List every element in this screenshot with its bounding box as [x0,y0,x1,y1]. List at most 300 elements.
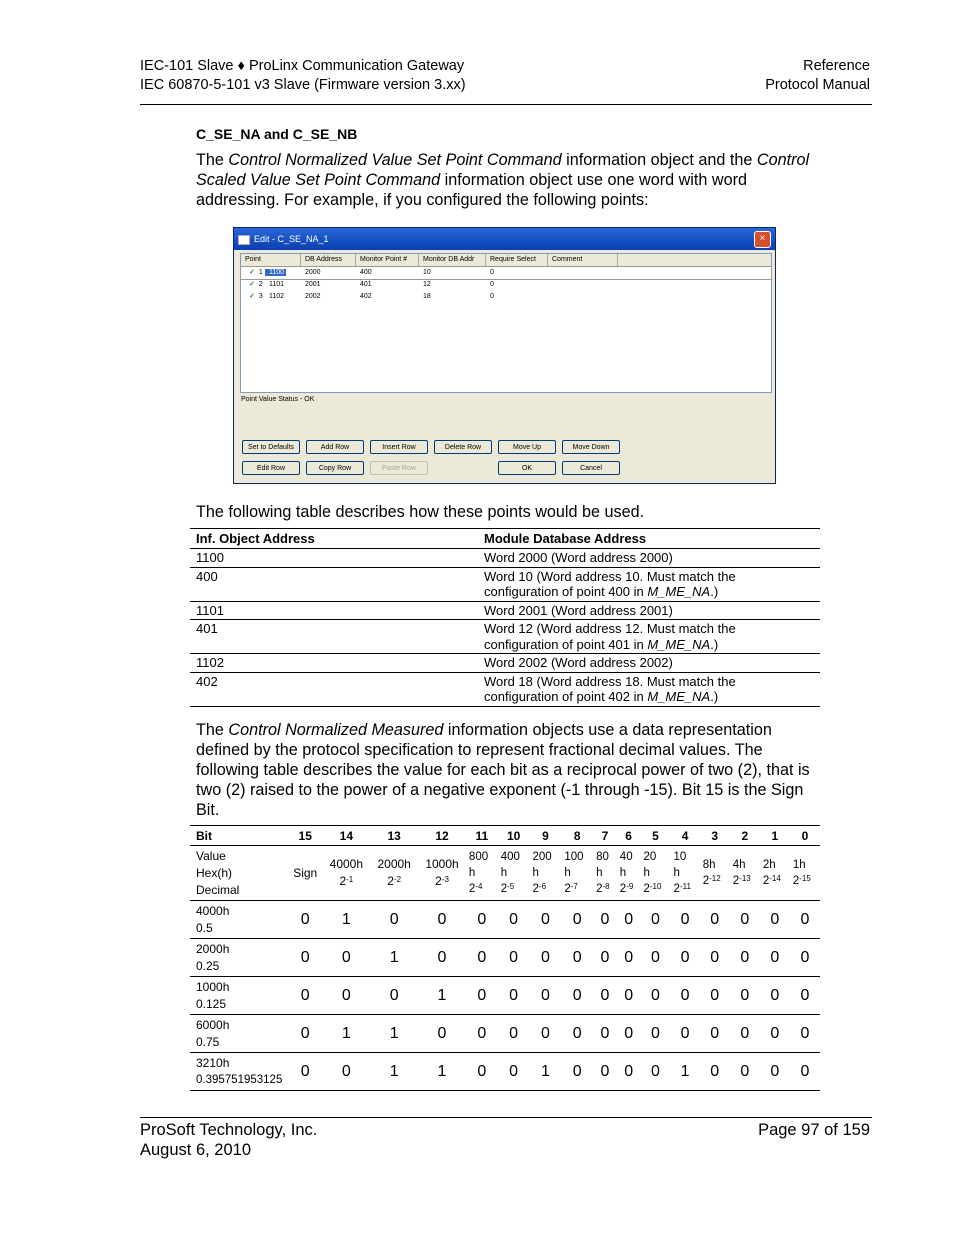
value-label-line: Value [196,848,226,863]
bit-cell: 0 [498,1053,530,1091]
power-exponent: -2 [393,875,402,884]
bit-cell: 1 [322,901,370,939]
db-address-text: Word 12 (Word address 12. Must match the [484,621,736,636]
power-base: 2 [500,883,508,895]
bit-value-cell [418,846,466,901]
bit-hex-suffix: h [564,867,571,879]
bit-cell: 0 [498,1015,530,1053]
grid-cell-point [263,279,301,291]
bit-cell: 0 [790,901,820,939]
row-index: 3 [258,293,263,300]
edit-dialog-screenshot [233,227,776,484]
bit-cell: 0 [370,901,418,939]
bit-cell: 0 [530,901,562,939]
bit-cell: 0 [760,939,790,977]
insert-row-button[interactable]: Insert Row [370,440,428,454]
bit-cell: 0 [671,939,700,977]
db-address-text: Word 10 (Word address 10. Must match the [484,568,736,584]
header-protocol: IEC 60870-5-101 v3 Slave (Firmware version 3.xx) [140,77,466,93]
power-exponent: -7 [570,882,578,891]
bit-header: 2 [730,826,760,846]
bit-header: 12 [418,826,466,846]
paste-row-button: Paste Row [370,461,428,475]
bit-power [322,873,370,890]
col-module-db-address: Module Database Address [478,529,820,549]
power-base: 2 [792,875,800,887]
bit-power [469,881,498,897]
bit-cell: 0 [671,901,700,939]
bit-cell: 0 [730,977,760,1015]
bit-cell: 0 [700,1015,730,1053]
set-to-defaults-button[interactable]: Set to Defaults [242,440,300,454]
power-base: 2 [762,875,770,887]
bit-header: 9 [530,826,562,846]
header-manual: Protocol Manual [765,77,870,93]
bit-cell: 0 [700,901,730,939]
bit-cell: 0 [760,1015,790,1053]
grid-cell-point [263,267,301,279]
bit-header: 4 [671,826,700,846]
row-hex: 2000h [196,941,230,956]
row-hex: 1000h [196,979,230,994]
module-db-address [478,567,820,601]
col-inf-object-address: Inf. Object Address [190,529,478,549]
bit-cell: 0 [561,939,593,977]
power-base: 2 [732,875,740,887]
bit-cell: 0 [730,939,760,977]
grid-cell-mp: 401 [360,281,372,288]
bit-power [674,881,700,897]
power-base: 2 [435,874,442,888]
bit-cell: 0 [288,901,322,939]
point-value: 1100 [265,269,286,276]
inf-object-address: 401 [190,620,478,654]
table-row [190,620,820,654]
bit-cell: 0 [760,1053,790,1091]
grid-row[interactable] [241,267,771,279]
bit-cell: 0 [530,1015,562,1053]
header-reference: Reference [803,58,870,74]
bit-header: 3 [700,826,730,846]
bit-value-table [190,825,820,1091]
bit-header: 14 [322,826,370,846]
bit-cell: 0 [640,939,670,977]
bit-header: 11 [466,826,498,846]
bit-hex: 1000h [425,857,459,871]
bit-power [620,881,641,897]
power-exponent: -10 [649,882,662,891]
dialog-title: Edit - C_SE_NA_1 [254,234,329,244]
bit-power [564,881,593,897]
bit-cell: 0 [370,977,418,1015]
grid-col-header[interactable]: Monitor Point # [356,254,419,266]
bit-cell: 1 [418,1053,466,1091]
bit-cell: 0 [617,939,641,977]
power-exponent: -5 [507,882,515,891]
bit-cell: 0 [561,1015,593,1053]
bit-hex-suffix: h [532,867,539,879]
module-db-address [478,654,820,673]
row-label [190,1015,288,1053]
bit-value-cell [530,846,562,901]
row-hex: 4000h [196,903,230,918]
window-icon [238,235,250,245]
bit-cell: 0 [322,1053,370,1091]
row-label [190,1053,288,1091]
bit-cell: 0 [561,901,593,939]
power-exponent: -8 [602,882,610,891]
bit-cell: 0 [466,1053,498,1091]
bit-value-cell [288,846,322,901]
bit-row [190,977,820,1015]
bit-value-cell [700,846,730,901]
bit-header: 13 [370,826,418,846]
bit-value-cell [322,846,370,901]
bit-cell: 1 [322,1015,370,1053]
bit-power [418,873,466,890]
bit-hex: 4000h [329,857,364,871]
bit-power [733,873,760,889]
power-base: 2 [339,874,347,888]
module-db-address [478,672,820,706]
bit-power [643,881,670,897]
bit-hex-suffix: h [468,867,476,879]
bit-header: 8 [561,826,593,846]
bit-cell: 0 [617,1053,641,1091]
inf-object-address: 1102 [190,654,478,673]
db-address-end: .) [710,584,719,599]
grid-cell-db: 2000 [305,269,321,276]
bit-hex: 2h [762,859,776,871]
module-db-address [478,620,820,654]
bit-hex: 2000h [377,857,411,871]
bit-cell: 0 [561,977,593,1015]
delete-row-button[interactable]: Delete Row [434,440,492,454]
bit-power [370,873,418,890]
db-address-text: Word 18 (Word address 18. Must match the [484,673,736,689]
db-address-note: configuration of point 400 in [484,584,648,599]
row-label [190,939,288,977]
bit-cell: 0 [700,977,730,1015]
bit-hex: 1h [792,859,806,871]
bit-header: 6 [617,826,641,846]
db-address-type: M_ME_NA [647,636,711,652]
check-icon: ✓ [249,293,255,300]
bit-row [190,1053,820,1091]
value-label-line: Hex(h) [196,865,233,880]
power-exponent: -6 [538,882,547,891]
bit-value-cell [498,846,530,901]
db-address-text: Word 2002 (Word address 2002) [484,655,673,670]
power-base: 2 [619,883,627,895]
bit-row [190,1015,820,1053]
bit-cell: 0 [760,977,790,1015]
row-decimal: 0.75 [196,1034,220,1049]
power-base: 2 [643,883,650,895]
bit-cell: 0 [730,1053,760,1091]
bit-value-cell [760,846,790,901]
bit-power [501,881,530,897]
grid-cell-index [241,291,263,303]
edit-row-button[interactable]: Edit Row [242,461,300,475]
row-hex: 6000h [196,1017,230,1032]
bit-power [703,873,730,889]
bit-header: 1 [760,826,790,846]
bit-power [596,881,617,897]
bit-cell: 0 [593,901,617,939]
bit-hex: 400 [500,851,520,863]
bit-cell: 1 [370,1053,418,1091]
bit-cell: 0 [790,939,820,977]
bit-cell: 0 [671,977,700,1015]
bit-hex: 40 [619,851,633,863]
row-decimal: 0.25 [196,958,220,973]
bit-hex: 80 [596,851,609,863]
bit-cell: 0 [640,977,670,1015]
bit-cell: 0 [418,901,466,939]
power-exponent: -15 [799,874,811,883]
bit-hex-suffix: h [643,867,650,879]
bit-cell: 1 [671,1053,700,1091]
power-exponent: -11 [679,882,691,891]
bit-header: 7 [593,826,617,846]
bit-header: 0 [790,826,820,846]
bit-cell: 0 [418,1015,466,1053]
bit-value-cell [617,846,641,901]
bit-header: 5 [640,826,670,846]
bit-value-cell [640,846,670,901]
value-label [190,846,288,901]
grid-row[interactable] [241,291,771,303]
inf-object-address: 1100 [190,549,478,568]
bit-cell: 0 [466,939,498,977]
power-exponent: -1 [346,875,354,884]
bit-cell: 0 [530,939,562,977]
inf-object-address: 1101 [190,601,478,620]
row-decimal: 0.5 [196,920,213,935]
bit-value-cell [370,846,418,901]
button-spacer [434,461,498,475]
grid-cell-mdb: 18 [423,293,431,300]
bit-cell: 0 [288,939,322,977]
bit-power [763,873,790,889]
grid-cell-mp: 402 [360,293,372,300]
bit-cell: 0 [593,939,617,977]
table-row [190,601,820,620]
bit-cell: 0 [700,939,730,977]
address-table [190,528,820,707]
bit-hex-suffix: h [596,867,603,879]
row-decimal: 0.395751953125 [196,1073,283,1086]
bit-hex: 200 [532,851,552,863]
bit-hex: 4h [732,859,746,871]
bit-cell: 0 [593,1053,617,1091]
power-exponent: -13 [739,874,751,883]
bit-hex-suffix: h [500,867,508,879]
grid-col-header[interactable]: DB Address [301,254,356,266]
bit-cell: 0 [617,901,641,939]
move-down-button[interactable]: Move Down [562,440,620,454]
bit-hex: 10 [673,851,687,863]
bit-hex: 20 [643,851,657,863]
grid-cell-rs: 0 [490,269,494,276]
bit-value-cell [730,846,760,901]
bit-cell: 0 [498,901,530,939]
bit-power [793,873,820,889]
bit-cell: 1 [370,1015,418,1053]
row-label [190,977,288,1015]
header-product: IEC-101 Slave ♦ ProLinx Communication Gateway [140,58,465,74]
grid-cell-point [263,291,301,303]
bit-cell: 1 [370,939,418,977]
inf-object-address: 402 [190,672,478,706]
bit-value-cell [561,846,593,901]
page-number: Page 97 of 159 [758,1121,870,1139]
bit-cell: 0 [730,1015,760,1053]
value-label-line: Decimal [196,882,240,897]
power-exponent: -3 [441,875,449,884]
grid-col-header[interactable]: Comment [548,254,618,266]
power-base: 2 [596,883,603,895]
bit-cell: 0 [640,1015,670,1053]
grid-col-header[interactable]: Monitor DB Addr [419,254,486,266]
header-rule [140,104,872,105]
intro-paragraph: The Control Normalized Value Set Point Command information object and the Control Scaled Value Set Point Command information object use one word with word addressing. For example, if you configured the following points: [196,151,810,209]
bit-cell: 0 [790,977,820,1015]
bit-hex: 100 [564,851,584,863]
dialog-titlebar [234,228,775,250]
bit-hex: Sign [293,865,318,880]
point-value-status: Point Value Status - OK [241,396,315,403]
bit-value-cell [593,846,617,901]
bit-cell: 0 [288,1053,322,1091]
grid-cell-mp: 400 [360,269,372,276]
bit-cell: 0 [617,1015,641,1053]
bit-cell: 0 [561,1053,593,1091]
table-row [190,549,820,568]
ok-button[interactable]: OK [498,461,556,475]
bit-power [533,881,562,897]
db-address-end: .) [710,689,719,704]
grid-header [241,254,771,267]
grid-col-header[interactable]: Point [241,254,301,266]
section-title: C_SE_NA and C_SE_NB [196,126,358,142]
bit-value-cell [671,846,700,901]
dialog-button-row-2 [242,461,626,475]
bit-hex-suffix: h [619,867,627,879]
db-address-text: Word 2000 (Word address 2000) [484,550,673,565]
bit-cell: 1 [530,1053,562,1091]
bit-cell: 0 [498,977,530,1015]
footer-company: ProSoft Technology, Inc. [140,1121,318,1139]
module-db-address [478,549,820,568]
power-base: 2 [564,883,571,895]
bit-cell: 0 [418,939,466,977]
grid-cell-mdb: 12 [423,281,431,288]
db-address-type: M_ME_NA [647,584,711,599]
inf-object-address: 400 [190,567,478,601]
bit-hex: 800 [468,851,489,863]
row-label [190,901,288,939]
power-base: 2 [673,883,680,895]
bit-cell: 0 [322,939,370,977]
bit-value-cell [466,846,498,901]
close-icon[interactable]: × [754,231,771,248]
bit-header: 15 [288,826,322,846]
bit-row [190,901,820,939]
check-icon: ✓ [249,281,255,288]
power-exponent: -9 [626,882,634,891]
grid-cell-rs: 0 [490,293,494,300]
bit-row [190,939,820,977]
bit-header: 10 [498,826,530,846]
point-value: 1102 [269,293,285,300]
db-address-note: configuration of point 402 in [484,689,648,704]
bit-cell: 0 [790,1053,820,1091]
table-row [190,672,820,706]
footer-rule [140,1117,872,1118]
bit-cell: 0 [640,1053,670,1091]
power-base: 2 [387,874,394,888]
point-value: 1101 [269,281,285,288]
bit-cell: 0 [466,977,498,1015]
move-up-button[interactable]: Move Up [498,440,556,454]
bit-cell: 0 [466,901,498,939]
power-exponent: -12 [709,874,721,883]
grid-cell-mdb: 10 [423,269,431,276]
grid-cell-rs: 0 [490,281,494,288]
grid-cell-db: 2002 [305,293,321,300]
bit-cell: 0 [700,1053,730,1091]
power-exponent: -14 [769,874,781,883]
table-intro: The following table describes how these points would be used. [196,503,645,521]
cancel-button[interactable]: Cancel [562,461,620,475]
grid-cell-db: 2001 [305,281,321,288]
power-exponent: -4 [475,882,483,891]
bit-cell: 0 [466,1015,498,1053]
bit-cell: 0 [593,1015,617,1053]
bit-cell: 0 [530,977,562,1015]
grid-col-header[interactable]: Require Select [486,254,548,266]
bit-value-cell [790,846,820,901]
bit-cell: 0 [617,977,641,1015]
row-index: 2 [258,281,263,288]
db-address-note: configuration of point 401 in [484,636,648,652]
check-icon: ✓ [249,269,255,276]
module-db-address [478,601,820,620]
bit-cell: 0 [671,1015,700,1053]
bit-cell: 0 [760,901,790,939]
grid-cell-index [241,267,263,279]
copy-row-button[interactable]: Copy Row [306,461,364,475]
bit-cell: 0 [730,901,760,939]
power-base: 2 [532,883,539,895]
bit-cell: 0 [498,939,530,977]
table-row [190,567,820,601]
add-row-button[interactable]: Add Row [306,440,364,454]
normalized-paragraph: The Control Normalized Measured information objects use a data representation defined by the protocol specification to represent fractional decimal values. The following table describes the value for each bit as a reciprocal power of two (2), that is two (2) raised to the power of a negative exponent (-1 through -15). Bit 15 is the Sign Bit. [196,721,810,819]
db-address-type: M_ME_NA [647,689,711,704]
bit-cell: 0 [322,977,370,1015]
points-grid [240,253,772,393]
value-row [190,846,820,901]
row-index: 1 [258,269,263,276]
power-base: 2 [468,883,476,895]
grid-row[interactable] [241,279,771,291]
bit-cell: 0 [593,977,617,1015]
bit-cell: 1 [418,977,466,1015]
table-row [190,654,820,673]
